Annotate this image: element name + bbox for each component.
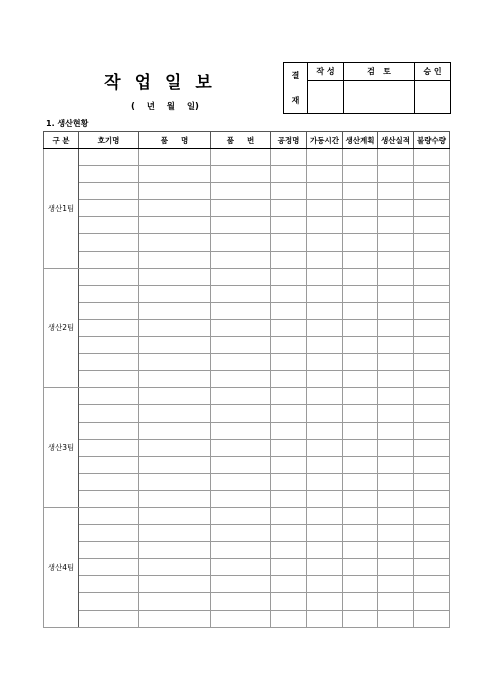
table-cell[interactable] [343, 149, 378, 166]
table-cell[interactable] [307, 473, 343, 490]
table-cell[interactable] [414, 268, 450, 285]
table-cell[interactable] [343, 439, 378, 456]
table-cell[interactable] [271, 149, 307, 166]
document-title: 작업일보 [104, 73, 226, 93]
table-cell[interactable] [271, 422, 307, 439]
table-cell[interactable] [139, 183, 211, 200]
table-cell[interactable] [271, 200, 307, 217]
table-cell[interactable] [211, 302, 271, 319]
table-cell[interactable] [79, 371, 139, 388]
table-cell[interactable] [139, 559, 211, 576]
table-cell[interactable] [211, 149, 271, 166]
table-cell[interactable] [307, 490, 343, 507]
table-cell[interactable] [378, 593, 414, 610]
table-row [44, 200, 450, 217]
table-cell[interactable] [414, 200, 450, 217]
table-cell[interactable] [414, 422, 450, 439]
table-cell[interactable] [211, 388, 271, 405]
table-cell[interactable] [378, 337, 414, 354]
table-cell[interactable] [307, 337, 343, 354]
team-label: 생산2팀 [44, 268, 79, 388]
table-cell[interactable] [271, 559, 307, 576]
table-row [44, 456, 450, 473]
table-cell[interactable] [271, 234, 307, 251]
table-cell[interactable] [79, 490, 139, 507]
table-cell[interactable] [378, 405, 414, 422]
table-cell[interactable] [211, 576, 271, 593]
table-cell[interactable] [414, 610, 450, 627]
table-cell[interactable] [307, 593, 343, 610]
table-cell[interactable] [211, 166, 271, 183]
table-cell[interactable] [414, 490, 450, 507]
table-cell[interactable] [211, 559, 271, 576]
table-cell[interactable] [378, 490, 414, 507]
approval-side-label-bottom: 재 [291, 96, 300, 105]
table-cell[interactable] [271, 354, 307, 371]
table-cell[interactable] [271, 593, 307, 610]
table-cell[interactable] [79, 576, 139, 593]
table-cell[interactable] [378, 251, 414, 268]
table-cell[interactable] [211, 268, 271, 285]
table-cell[interactable] [378, 183, 414, 200]
table-cell[interactable] [139, 234, 211, 251]
table-cell[interactable] [79, 507, 139, 524]
table-cell[interactable] [79, 354, 139, 371]
header-process-name: 공정명 [271, 132, 307, 149]
table-cell[interactable] [414, 251, 450, 268]
section-label: 1. 생산현황 [46, 119, 89, 128]
table-cell[interactable] [271, 302, 307, 319]
table-cell[interactable] [271, 456, 307, 473]
table-cell[interactable] [378, 422, 414, 439]
approval-sign-approver[interactable] [415, 81, 451, 114]
table-cell[interactable] [139, 456, 211, 473]
table-cell[interactable] [271, 183, 307, 200]
table-cell[interactable] [211, 183, 271, 200]
table-cell[interactable] [307, 559, 343, 576]
table-row [44, 559, 450, 576]
table-cell[interactable] [307, 422, 343, 439]
table-cell[interactable] [79, 559, 139, 576]
table-cell[interactable] [139, 610, 211, 627]
table-cell[interactable] [414, 302, 450, 319]
table-cell[interactable] [211, 525, 271, 542]
table-cell[interactable] [79, 525, 139, 542]
table-cell[interactable] [211, 490, 271, 507]
table-cell[interactable] [414, 405, 450, 422]
table-row [44, 542, 450, 559]
team-label: 생산4팀 [44, 507, 79, 627]
table-cell[interactable] [307, 354, 343, 371]
table-cell[interactable] [79, 610, 139, 627]
approval-side-label-top: 결 [291, 71, 300, 80]
team-label: 생산1팀 [44, 149, 79, 269]
table-cell[interactable] [139, 302, 211, 319]
table-row [44, 371, 450, 388]
table-cell[interactable] [378, 542, 414, 559]
table-cell[interactable] [271, 490, 307, 507]
table-row [44, 251, 450, 268]
table-row [44, 388, 450, 405]
table-row [44, 405, 450, 422]
approval-col-writer: 작 성 [308, 63, 344, 81]
table-cell[interactable] [307, 576, 343, 593]
approval-sign-reviewer[interactable] [344, 81, 415, 114]
table-cell[interactable] [271, 268, 307, 285]
table-cell[interactable] [378, 473, 414, 490]
table-row [44, 217, 450, 234]
table-cell[interactable] [79, 473, 139, 490]
table-cell[interactable] [271, 371, 307, 388]
table-cell[interactable] [343, 183, 378, 200]
header-operating-hours: 가동시간 [307, 132, 343, 149]
table-cell[interactable] [307, 439, 343, 456]
table-cell[interactable] [414, 166, 450, 183]
table-cell[interactable] [211, 542, 271, 559]
table-cell[interactable] [139, 422, 211, 439]
table-cell[interactable] [271, 439, 307, 456]
table-cell[interactable] [414, 593, 450, 610]
table-cell[interactable] [79, 542, 139, 559]
table-row [44, 473, 450, 490]
header-production-actual: 생산실적 [378, 132, 414, 149]
table-cell[interactable] [414, 149, 450, 166]
table-cell[interactable] [343, 422, 378, 439]
table-cell[interactable] [139, 217, 211, 234]
table-cell[interactable] [139, 576, 211, 593]
table-cell[interactable] [79, 234, 139, 251]
table-cell[interactable] [414, 234, 450, 251]
table-row [44, 149, 450, 166]
table-cell[interactable] [211, 473, 271, 490]
table-cell[interactable] [139, 285, 211, 302]
table-cell[interactable] [414, 285, 450, 302]
table-row [44, 268, 450, 285]
table-cell[interactable] [343, 593, 378, 610]
table-cell[interactable] [139, 354, 211, 371]
table-cell[interactable] [343, 285, 378, 302]
header-product-name: 품 명 [139, 132, 211, 149]
table-cell[interactable] [271, 473, 307, 490]
table-cell[interactable] [139, 319, 211, 336]
table-cell[interactable] [139, 593, 211, 610]
table-cell[interactable] [307, 149, 343, 166]
table-cell[interactable] [414, 542, 450, 559]
table-cell[interactable] [139, 439, 211, 456]
table-cell[interactable] [343, 337, 378, 354]
table-cell[interactable] [378, 302, 414, 319]
table-cell[interactable] [307, 285, 343, 302]
table-cell[interactable] [211, 456, 271, 473]
table-cell[interactable] [414, 337, 450, 354]
team-label: 생산3팀 [44, 388, 79, 508]
table-cell[interactable] [343, 473, 378, 490]
table-cell[interactable] [378, 285, 414, 302]
table-cell[interactable] [139, 405, 211, 422]
table-cell[interactable] [343, 405, 378, 422]
table-cell[interactable] [211, 200, 271, 217]
table-cell[interactable] [343, 490, 378, 507]
table-cell[interactable] [211, 285, 271, 302]
table-row [44, 490, 450, 507]
table-cell[interactable] [307, 371, 343, 388]
table-cell[interactable] [211, 217, 271, 234]
table-row [44, 285, 450, 302]
table-cell[interactable] [343, 576, 378, 593]
table-cell[interactable] [211, 405, 271, 422]
table-cell[interactable] [79, 422, 139, 439]
table-cell[interactable] [211, 422, 271, 439]
table-row [44, 234, 450, 251]
table-cell[interactable] [414, 439, 450, 456]
table-cell[interactable] [79, 302, 139, 319]
table-cell[interactable] [414, 371, 450, 388]
table-cell[interactable] [211, 337, 271, 354]
table-row [44, 576, 450, 593]
approval-col-reviewer: 검 토 [344, 63, 415, 81]
header-product-number: 품 번 [211, 132, 271, 149]
table-cell[interactable] [307, 610, 343, 627]
table-cell[interactable] [211, 371, 271, 388]
table-cell[interactable] [271, 405, 307, 422]
table-cell[interactable] [343, 166, 378, 183]
table-cell[interactable] [79, 200, 139, 217]
production-table [43, 131, 450, 628]
table-row [44, 525, 450, 542]
table-cell[interactable] [139, 388, 211, 405]
table-cell[interactable] [343, 371, 378, 388]
table-cell[interactable] [378, 388, 414, 405]
table-cell[interactable] [414, 559, 450, 576]
table-cell[interactable] [211, 354, 271, 371]
table-cell[interactable] [378, 371, 414, 388]
table-cell[interactable] [211, 234, 271, 251]
date-line: ( 년 월 일) [131, 102, 199, 112]
table-cell[interactable] [211, 610, 271, 627]
table-cell[interactable] [307, 217, 343, 234]
table-cell[interactable] [378, 354, 414, 371]
table-row [44, 319, 450, 336]
table-cell[interactable] [343, 319, 378, 336]
table-cell[interactable] [271, 610, 307, 627]
header-production-plan: 생산계획 [343, 132, 378, 149]
table-cell[interactable] [271, 507, 307, 524]
table-cell[interactable] [271, 217, 307, 234]
table-row [44, 593, 450, 610]
table-cell[interactable] [307, 456, 343, 473]
header-machine-name: 호기명 [79, 132, 139, 149]
table-cell[interactable] [211, 439, 271, 456]
table-cell[interactable] [343, 217, 378, 234]
table-cell[interactable] [307, 405, 343, 422]
table-cell[interactable] [271, 542, 307, 559]
table-cell[interactable] [79, 388, 139, 405]
table-cell[interactable] [79, 268, 139, 285]
table-row [44, 302, 450, 319]
table-cell[interactable] [139, 507, 211, 524]
table-cell[interactable] [414, 183, 450, 200]
table-cell[interactable] [139, 525, 211, 542]
table-cell[interactable] [378, 149, 414, 166]
table-cell[interactable] [79, 285, 139, 302]
table-cell[interactable] [307, 507, 343, 524]
table-cell[interactable] [343, 200, 378, 217]
table-cell[interactable] [79, 593, 139, 610]
table-cell[interactable] [307, 388, 343, 405]
table-cell[interactable] [139, 268, 211, 285]
table-cell[interactable] [414, 319, 450, 336]
table-cell[interactable] [378, 234, 414, 251]
table-cell[interactable] [343, 525, 378, 542]
table-cell[interactable] [414, 388, 450, 405]
table-cell[interactable] [211, 507, 271, 524]
table-cell[interactable] [79, 149, 139, 166]
table-cell[interactable] [378, 576, 414, 593]
approval-sign-writer[interactable] [308, 81, 344, 114]
table-cell[interactable] [414, 217, 450, 234]
table-cell[interactable] [307, 319, 343, 336]
table-cell[interactable] [271, 337, 307, 354]
table-cell[interactable] [79, 456, 139, 473]
table-row [44, 422, 450, 439]
table-cell[interactable] [271, 388, 307, 405]
table-cell[interactable] [79, 439, 139, 456]
table-cell[interactable] [307, 251, 343, 268]
table-cell[interactable] [343, 507, 378, 524]
table-cell[interactable] [211, 251, 271, 268]
table-cell[interactable] [211, 593, 271, 610]
table-cell[interactable] [79, 183, 139, 200]
table-cell[interactable] [343, 234, 378, 251]
table-cell[interactable] [79, 319, 139, 336]
table-cell[interactable] [414, 507, 450, 524]
table-cell[interactable] [307, 525, 343, 542]
table-cell[interactable] [139, 542, 211, 559]
table-row [44, 610, 450, 627]
table-cell[interactable] [307, 234, 343, 251]
table-cell[interactable] [307, 268, 343, 285]
table-cell[interactable] [343, 354, 378, 371]
table-cell[interactable] [343, 559, 378, 576]
table-cell[interactable] [343, 388, 378, 405]
header-defect-quantity: 불량수량 [414, 132, 450, 149]
table-body [44, 149, 450, 628]
table-cell[interactable] [307, 200, 343, 217]
table-cell[interactable] [378, 610, 414, 627]
table-cell[interactable] [378, 319, 414, 336]
table-cell[interactable] [378, 559, 414, 576]
table-row [44, 166, 450, 183]
table-cell[interactable] [343, 302, 378, 319]
table-cell[interactable] [307, 302, 343, 319]
table-cell[interactable] [79, 405, 139, 422]
table-cell[interactable] [378, 507, 414, 524]
table-cell[interactable] [343, 268, 378, 285]
table-cell[interactable] [271, 285, 307, 302]
table-cell[interactable] [79, 337, 139, 354]
table-cell[interactable] [139, 337, 211, 354]
table-cell[interactable] [139, 371, 211, 388]
table-row [44, 183, 450, 200]
table-cell[interactable] [271, 576, 307, 593]
header-row [44, 132, 450, 149]
table-cell[interactable] [139, 473, 211, 490]
table-cell[interactable] [343, 251, 378, 268]
table-cell[interactable] [414, 354, 450, 371]
table-cell[interactable] [79, 166, 139, 183]
approval-side-label [284, 63, 308, 114]
table-row [44, 354, 450, 371]
table-cell[interactable] [79, 251, 139, 268]
table-cell[interactable] [378, 268, 414, 285]
table-cell[interactable] [307, 166, 343, 183]
table-cell[interactable] [343, 456, 378, 473]
table-row [44, 507, 450, 524]
table-cell[interactable] [79, 217, 139, 234]
table-cell[interactable] [414, 473, 450, 490]
header-category: 구 분 [44, 132, 79, 149]
table-cell[interactable] [378, 217, 414, 234]
table-row [44, 439, 450, 456]
table-cell[interactable] [139, 149, 211, 166]
approval-box [283, 62, 451, 114]
table-cell[interactable] [271, 166, 307, 183]
table-cell[interactable] [139, 490, 211, 507]
table-row [44, 337, 450, 354]
table-cell[interactable] [307, 183, 343, 200]
table-cell[interactable] [139, 200, 211, 217]
table-cell[interactable] [378, 439, 414, 456]
table-cell[interactable] [139, 166, 211, 183]
table-cell[interactable] [414, 456, 450, 473]
table-cell[interactable] [211, 319, 271, 336]
table-cell[interactable] [271, 319, 307, 336]
table-cell[interactable] [414, 576, 450, 593]
table-cell[interactable] [378, 166, 414, 183]
table-cell[interactable] [343, 542, 378, 559]
approval-col-approver: 승 인 [415, 63, 451, 81]
table-cell[interactable] [378, 525, 414, 542]
table-cell[interactable] [378, 456, 414, 473]
table-cell[interactable] [378, 200, 414, 217]
table-cell[interactable] [343, 610, 378, 627]
table-cell[interactable] [307, 542, 343, 559]
table-cell[interactable] [271, 525, 307, 542]
table-cell[interactable] [139, 251, 211, 268]
table-cell[interactable] [271, 251, 307, 268]
table-cell[interactable] [414, 525, 450, 542]
